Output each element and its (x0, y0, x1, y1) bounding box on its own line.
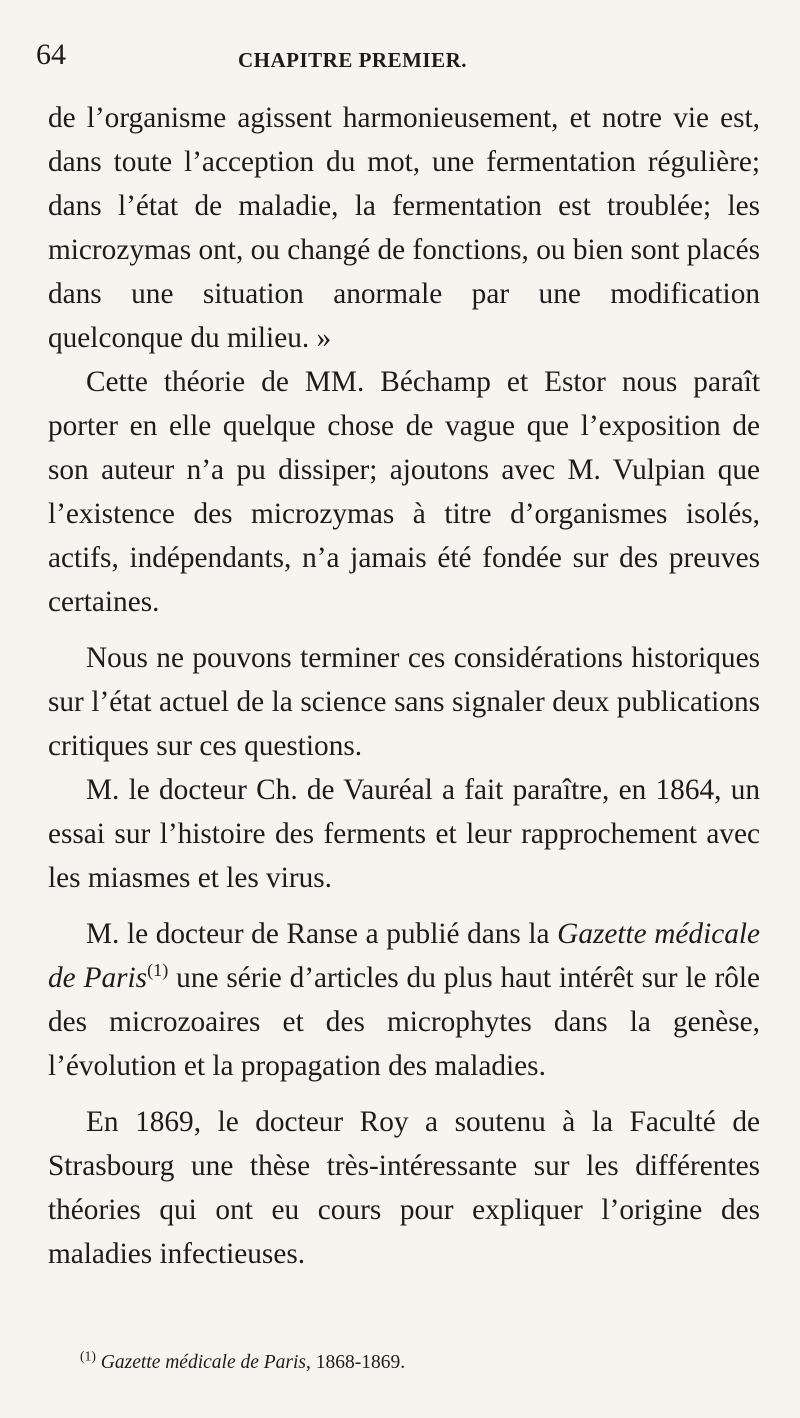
footnote (80, 1348, 406, 1374)
running-title: CHAPITRE PREMIER. (238, 48, 468, 72)
ranse-text-before: M. le docteur de Ranse a publié dans la (86, 918, 558, 950)
paragraph-bechamp-theory: Cette théorie de MM. Béchamp et Estor nous paraît porter en elle quelque chose de vague que l’exposition de son auteur n’a pu dissiper; ajoutons avec M. Vulpian que l’existence des microzymas à titre d’organismes isolés, actifs, indépendants, n’a jamais été fondée sur des preuves certaines. (48, 366, 760, 618)
paragraph-vaureal: M. le docteur Ch. de Vauréal a fait paraître, en 1864, un essai sur l’histoire des ferments et leur rapprochement avec les miasmes et les virus. (48, 774, 760, 894)
ranse-text-after: une série d’articles du plus haut intérêt sur le rôle des microzoaires et des microphytes dans la genèse, l’évolution et la propagation des maladies. (48, 962, 760, 1082)
paragraph-ranse (48, 912, 760, 1088)
journal-title: Gazette médicale de Paris (48, 918, 760, 994)
footnote-reference: (1) (147, 960, 169, 981)
footnote-years: , 1868-1869. (306, 1352, 406, 1373)
paragraph-roy: En 1869, le docteur Roy a soutenu à la Faculté de Strasbourg une thèse très-intéressante sur les différentes théories qui ont eu cours pour expliquer l’origine des maladies infectieuses. (48, 1106, 760, 1270)
footnote-journal: Gazette médicale de Paris (100, 1352, 307, 1373)
page-number: 64 (36, 38, 66, 71)
paragraph-considerations: Nous ne pouvons terminer ces considérations historiques sur l’état actuel de la science sans signaler deux publications critiques sur ces questions. (48, 642, 760, 762)
paragraph-continuation: de l’organisme agissent harmonieusement, et notre vie est, dans toute l’acception du mot, une fermentation régulière; dans l’état de maladie, la fermentation est troublée; les microzymas ont, ou changé de fonctions, ou bien sont placés dans une situation anormale par une modification quelconque du milieu. » (48, 102, 760, 354)
body-text (48, 96, 760, 1276)
footnote-marker: (1) (80, 1348, 96, 1364)
